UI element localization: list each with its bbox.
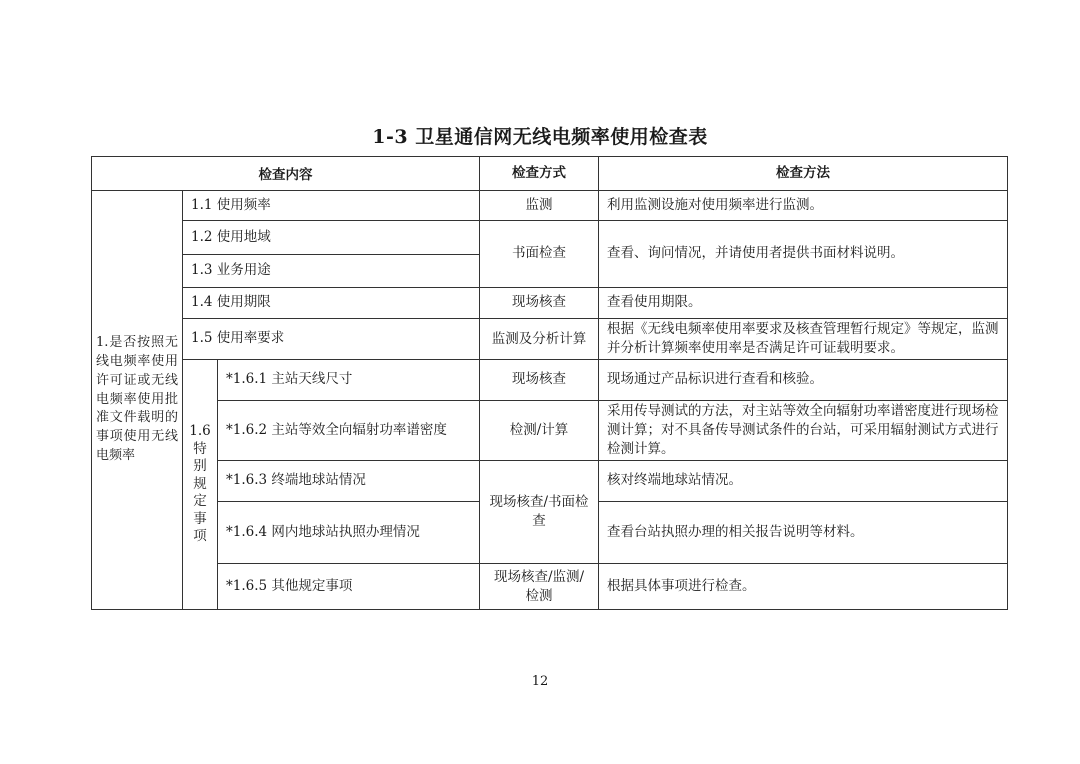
method-cell: 现场通过产品标识进行查看和核验。 [599,360,1008,401]
way-cell: 书面检查 [480,221,599,288]
header-method: 检查方法 [599,157,1008,191]
item-cell: *1.6.1 主站天线尺寸 [218,360,480,401]
subgroup-char: 特 [193,440,207,457]
method-cell: 根据具体事项进行检查。 [599,564,1008,610]
method-cell: 利用监测设施对使用频率进行监测。 [599,191,1008,221]
item-cell: *1.6.3 终端地球站情况 [218,461,480,502]
item-cell: 1.2 使用地域 [183,221,480,255]
page-number: 12 [531,674,549,689]
subgroup-char: 1.6 [189,423,211,440]
way-cell: 现场核查 [480,360,599,401]
method-cell: 查看使用期限。 [599,288,1008,319]
table-row [92,564,1008,610]
item-cell: 1.4 使用期限 [183,288,480,319]
table-row [92,221,1008,255]
subgroup-char: 定 [193,493,207,510]
method-cell: 查看、询问情况，并请使用者提供书面材料说明。 [599,221,1008,288]
way-cell: 监测 [480,191,599,221]
inspection-table [91,156,1008,610]
item-cell: *1.6.5 其他规定事项 [218,564,480,610]
method-cell: 根据《无线电频率使用率要求及核查管理暂行规定》等规定，监测并分析计算频率使用率是否满足许可证载明要求。 [599,319,1008,360]
item-cell: 1.3 业务用途 [183,255,480,288]
subgroup-char: 规 [193,475,207,492]
category-cell: 1.是否按照无线电频率使用许可证或无线电频率使用批准文件载明的事项使用无线电频率 [92,191,183,610]
table-row [92,319,1008,360]
item-cell: 1.5 使用率要求 [183,319,480,360]
method-cell: 核对终端地球站情况。 [599,461,1008,502]
table-row [92,401,1008,461]
header-content: 检查内容 [92,157,480,191]
way-cell: 现场核查/书面检查 [480,461,599,564]
subgroup-char: 事 [193,510,207,527]
subgroup-char: 项 [193,528,207,545]
way-cell: 现场核查 [480,288,599,319]
way-cell: 现场核查/监测/检测 [480,564,599,610]
table-row [92,191,1008,221]
subgroup-cell [183,360,218,610]
table-title: 1-3 卫星通信网无线电频率使用检查表 [372,126,708,148]
header-way: 检查方式 [480,157,599,191]
subgroup-char: 别 [193,458,207,475]
table-row [92,288,1008,319]
table-row [92,360,1008,401]
way-cell: 检测/计算 [480,401,599,461]
item-cell: 1.1 使用频率 [183,191,480,221]
way-cell: 监测及分析计算 [480,319,599,360]
header-row [92,157,1008,191]
item-cell: *1.6.4 网内地球站执照办理情况 [218,502,480,564]
method-cell: 采用传导测试的方法，对主站等效全向辐射功率谱密度进行现场检测计算；对不具备传导测试条件的台站，可采用辐射测试方式进行检测计算。 [599,401,1008,461]
method-cell: 查看台站执照办理的相关报告说明等材料。 [599,502,1008,564]
item-cell: *1.6.2 主站等效全向辐射功率谱密度 [218,401,480,461]
table-row [92,461,1008,502]
